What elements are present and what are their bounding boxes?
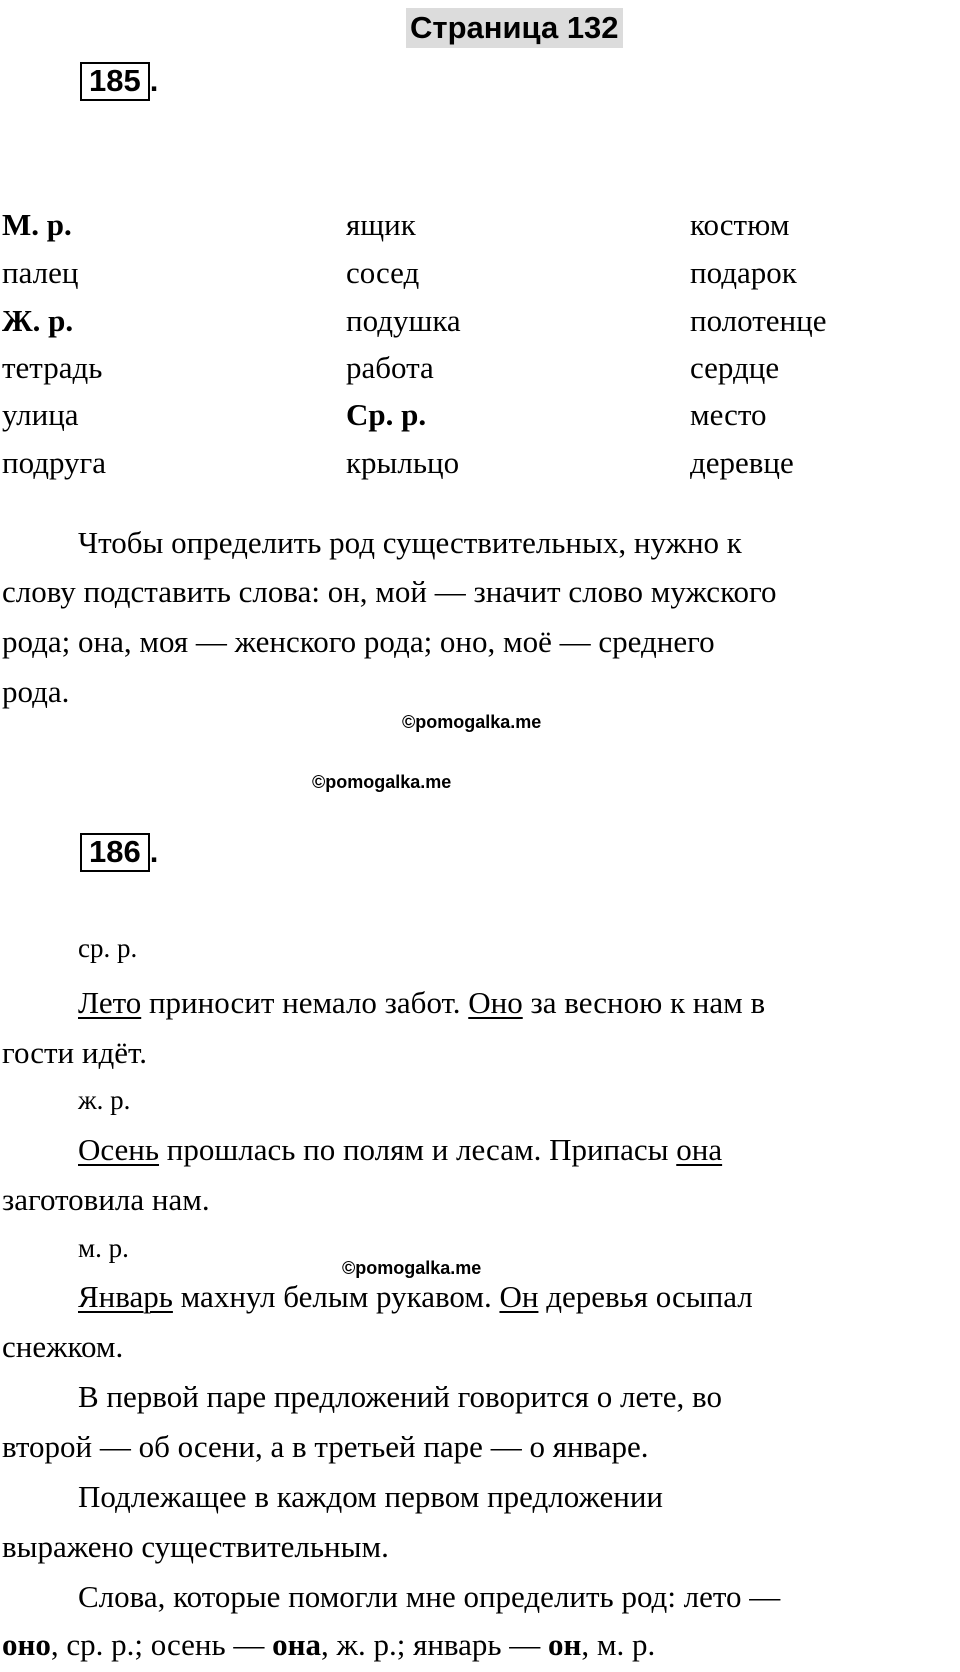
paragraph-line: рода. [2,674,70,709]
table-cell: сосед [346,255,420,290]
paragraph-line: слову подставить слова: он, мой — значит слово мужского [2,574,777,609]
table-cell: подруга [2,445,107,480]
watermark: ©pomogalka.me [402,712,542,732]
subject-pronoun: Он [499,1279,539,1314]
paragraph-line: оно, ср. р.; осень — она, ж. р.; январь — он, м. р. [2,1627,656,1662]
table-cell: Ср. р. [346,397,427,432]
paragraph-line: В первой паре предложений говорится о лете, во [78,1379,722,1414]
sentence-line: Лето приносит немало забот. Оно за весною к нам в [78,985,766,1020]
pronoun-bold: он [548,1627,582,1662]
sentence-line: заготовила нам. [2,1182,210,1217]
sentence-line: гости идёт. [2,1035,147,1070]
paragraph-line: Слова, которые помогли мне определить род: лето — [78,1579,781,1614]
table-cell: деревце [690,445,794,480]
page-title: Страница 132 [406,8,623,48]
subject-noun: Январь [78,1279,173,1314]
sentence-line: Осень прошлась по полям и лесам. Припасы она [78,1132,723,1167]
table-cell: работа [346,350,434,385]
table-cell: подушка [346,303,461,338]
watermark: ©pomogalka.me [312,772,452,792]
watermark: ©pomogalka.me [342,1258,482,1278]
task-number-186: 186 . [80,833,158,872]
sentence-line: Январь махнул белым рукавом. Он деревья осыпал [78,1279,753,1314]
pronoun-bold: оно [2,1627,51,1662]
paragraph-line: выражено существительным. [2,1529,389,1564]
sentence-line: снежком. [2,1329,124,1364]
table-cell: палец [2,255,79,290]
table-cell: улица [2,397,79,432]
table-cell: ящик [346,207,416,242]
gender-label: ср. р. [78,933,138,963]
table-cell: сердце [690,350,780,385]
paragraph-line: Чтобы определить род существительных, нужно к [78,525,742,560]
paragraph-line: второй — об осени, а в третьей паре — о январе. [2,1429,649,1464]
gender-label: м. р. [78,1233,129,1263]
table-cell: полотенце [690,303,827,338]
paragraph-line: рода; она, моя — женского рода; оно, моё — среднего [2,624,715,659]
table-cell: крыльцо [346,445,460,480]
table-cell: костюм [690,207,790,242]
table-cell: М. р. [2,207,72,242]
subject-pronoun: она [676,1132,723,1167]
table-cell: подарок [690,255,797,290]
subject-pronoun: Оно [468,985,523,1020]
gender-label: ж. р. [78,1085,131,1115]
subject-noun: Осень [78,1132,160,1167]
pronoun-bold: она [272,1627,322,1662]
task-number-185: 185 . [80,62,158,101]
subject-noun: Лето [78,985,142,1020]
table-cell: место [690,397,767,432]
table-cell: тетрадь [2,350,103,385]
table-cell: Ж. р. [2,303,74,338]
paragraph-line: Подлежащее в каждом первом предложении [78,1479,664,1514]
